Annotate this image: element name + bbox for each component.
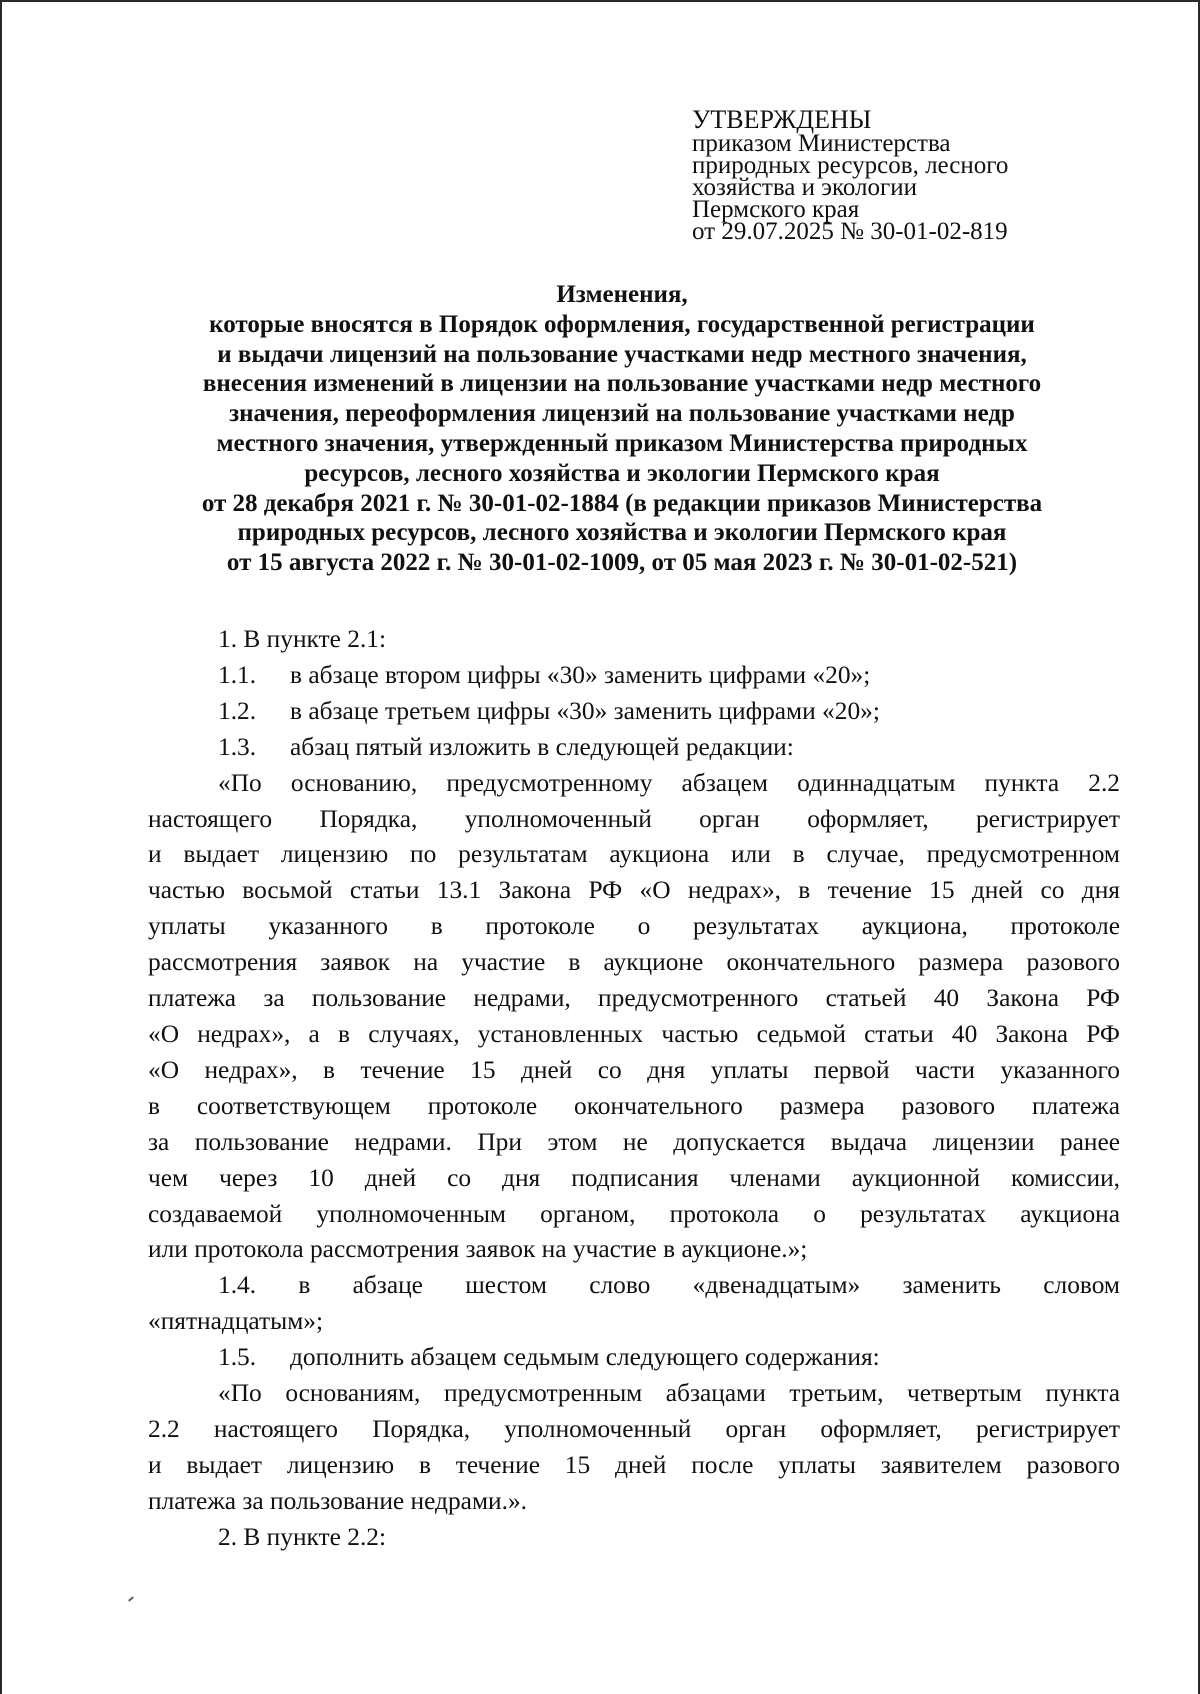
approval-stamp <box>692 106 1172 243</box>
item-1-2 <box>148 694 1120 730</box>
quote-line: «По основаниям, предусмотренным абзацами третьим, четвертым пункта <box>218 1379 1120 1408</box>
quote-line: частью восьмой статьи 13.1 Закона РФ «О недрах», в течение 15 дней со дня <box>148 876 1120 905</box>
quote-line: или протокола рассмотрения заявок на участие в аукционе.»; <box>148 1235 808 1264</box>
item-1-1 <box>148 658 1120 694</box>
document-body <box>148 622 1120 1556</box>
title-line: ресурсов, лесного хозяйства и экологии Пермского края <box>304 459 940 487</box>
quote-line: «По основанию, предусмотренному абзацем одиннадцатым пункта 2.2 <box>218 768 1120 797</box>
quote-line: уплаты указанного в протоколе о результатах аукциона, протоколе <box>148 912 1120 941</box>
document-title <box>122 280 1122 578</box>
quote-line: создаваемой уполномоченным органом, протокола о результатах аукциона <box>148 1199 1120 1228</box>
item-1: 1. В пункте 2.1: <box>218 625 387 653</box>
item-2: 2. В пункте 2.2: <box>218 1522 387 1551</box>
title-line: которые вносятся в Порядок оформления, государственной регистрации <box>209 310 1035 338</box>
quote-line: 2.2 настоящего Порядка, уполномоченный орган оформляет, регистрирует <box>148 1414 1120 1443</box>
quote-line: и выдает лицензию по результатам аукциона или в случае, предусмотренном <box>148 840 1120 869</box>
item-number: 1.2. <box>218 696 257 725</box>
quote-line: настоящего Порядка, уполномоченный орган оформляет, регистрирует <box>148 804 1120 833</box>
quote-line: рассмотрения заявок на участие в аукционе окончательного размера разового <box>148 948 1120 977</box>
quote-line: в соответствующем протоколе окончательного размера разового платежа <box>148 1091 1120 1120</box>
approval-heading: УТВЕРЖДЕНЫ <box>692 105 872 134</box>
quote-line: чем через 10 дней со дня подписания членами аукционной комиссии, <box>148 1163 1120 1192</box>
approval-line: природных ресурсов, лесного <box>692 152 1009 179</box>
title-line: природных ресурсов, лесного хозяйства и экологии Пермского края <box>237 519 1007 547</box>
item-text: в абзаце третьем цифры «30» заменить цифрами «20»; <box>290 696 880 725</box>
scan-mark <box>128 1596 134 1601</box>
title-line: от 15 августа 2022 г. № 30-01-02-1009, от 05 мая 2023 г. № 30-01-02-521) <box>226 549 1018 577</box>
item-number: 1.5. <box>218 1343 257 1372</box>
quote-line: и выдает лицензию в течение 15 дней после уплаты заявителем разового <box>148 1450 1120 1479</box>
item-1-3 <box>148 730 1120 766</box>
quote-paragraph-2 <box>148 1376 1120 1520</box>
quote-line: «О недрах», а в случаях, установленных частью седьмой статьи 40 Закона РФ <box>148 1019 1120 1048</box>
quote-paragraph-1 <box>148 766 1120 1269</box>
item-1-4-continued: «пятнадцатым»; <box>148 1307 324 1336</box>
item-1-5 <box>148 1340 1120 1376</box>
title-line: и выдачи лицензий на пользование участками недр местного значения, <box>217 340 1027 368</box>
approval-line: Пермского края <box>692 196 860 223</box>
title-line: внесения изменений в лицензии на пользование участками недр местного <box>202 370 1042 398</box>
quote-line: платежа за пользование недрами.». <box>148 1486 527 1515</box>
title-line: от 28 декабря 2021 г. № 30-01-02-1884 (в редакции приказов Министерства <box>201 489 1043 517</box>
approval-order-number: от 29.07.2025 № 30-01-02-819 <box>692 218 1008 245</box>
quote-line: за пользование недрами. При этом не допускается выдача лицензии ранее <box>148 1127 1120 1156</box>
item-text: дополнить абзацем седьмым следующего содержания: <box>290 1343 880 1372</box>
title-line: местного значения, утвержденный приказом Министерства природных <box>216 429 1028 457</box>
approval-line: приказом Министерства <box>692 130 951 157</box>
quote-line: «О недрах», в течение 15 дней со дня уплаты первой части указанного <box>148 1055 1120 1084</box>
title-line: Изменения, <box>556 281 688 308</box>
item-number: 1.3. <box>218 732 257 761</box>
title-line: значения, переоформления лицензий на пользование участками недр <box>229 400 1015 428</box>
item-1-4: 1.4. в абзаце шестом слово «двенадцатым» заменить словом <box>218 1271 1120 1300</box>
approval-line: хозяйства и экологии <box>692 174 918 201</box>
item-number: 1.1. <box>218 660 257 689</box>
quote-line: платежа за пользование недрами, предусмотренного статьей 40 Закона РФ <box>148 984 1120 1013</box>
item-text: абзац пятый изложить в следующей редакции: <box>290 732 794 761</box>
item-text: в абзаце втором цифры «30» заменить цифрами «20»; <box>290 660 871 689</box>
